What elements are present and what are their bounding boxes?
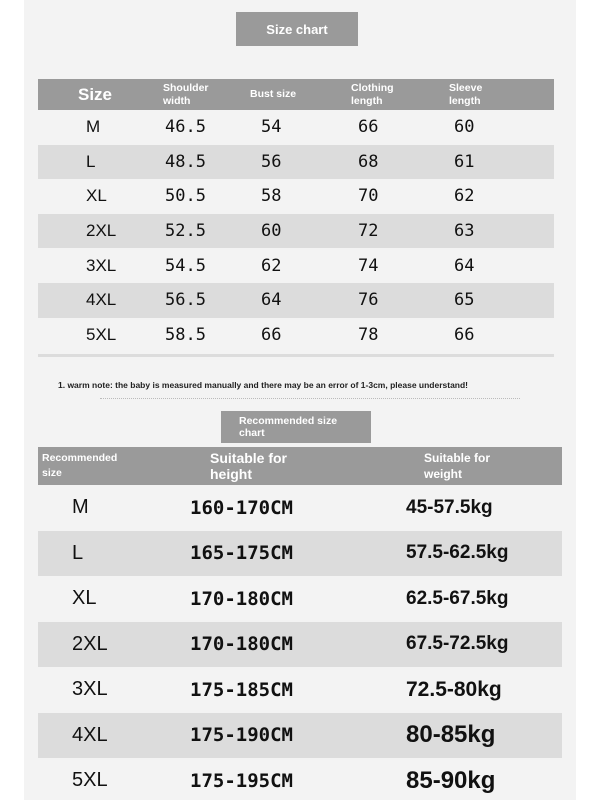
header-sleeve-length <box>449 79 482 110</box>
header-length-line2: length <box>351 94 383 107</box>
header-shoulder-width <box>163 79 209 110</box>
cell-shoulder: 56.5 <box>165 290 206 311</box>
cell-shoulder: 48.5 <box>165 151 206 172</box>
cell-size: 5XL <box>72 769 108 792</box>
cell-length: 72 <box>358 221 379 242</box>
header-weight-line1: Suitable for <box>424 451 491 465</box>
cell-sleeve: 63 <box>454 221 475 242</box>
table-row <box>38 248 554 283</box>
table-row <box>38 179 554 214</box>
table-row <box>38 283 554 318</box>
table-row <box>38 667 562 713</box>
cell-sleeve: 66 <box>454 324 475 345</box>
cell-weight: 67.5-72.5kg <box>406 633 509 655</box>
header-recommended-size <box>42 447 117 485</box>
cell-shoulder: 54.5 <box>165 255 206 276</box>
cell-weight: 57.5-62.5kg <box>406 542 509 564</box>
cell-weight: 85-90kg <box>406 766 496 794</box>
cell-height: 170-180CM <box>190 587 293 610</box>
table-row <box>38 145 554 180</box>
header-sleeve-line1: Sleeve <box>449 81 483 94</box>
header-suitable-height <box>210 447 287 485</box>
cell-size: 2XL <box>72 632 108 655</box>
header-height-line1: Suitable for <box>210 450 288 466</box>
header-rec-size-line2: size <box>42 467 62 479</box>
cell-shoulder: 52.5 <box>165 221 206 242</box>
cell-height: 160-170CM <box>190 496 293 519</box>
cell-height: 170-180CM <box>190 633 293 656</box>
header-size: Size <box>78 85 113 104</box>
cell-size: XL <box>72 587 97 610</box>
cell-shoulder: 58.5 <box>165 324 206 345</box>
warm-note: 1. warm note: the baby is measured manually and there may be an error of 1-3cm, please understand! <box>58 380 469 390</box>
cell-bust: 56 <box>261 151 282 172</box>
cell-weight: 80-85kg <box>406 721 496 749</box>
cell-height: 175-190CM <box>190 724 293 747</box>
size-chart-title-text: Size chart <box>266 21 328 37</box>
cell-length: 76 <box>358 290 379 311</box>
recommended-chart-title <box>221 411 371 443</box>
table-row <box>38 758 562 804</box>
header-height-line2: height <box>210 466 252 482</box>
header-suitable-weight <box>424 447 490 485</box>
recommended-table-body <box>38 485 562 804</box>
cell-bust: 64 <box>261 290 282 311</box>
cell-bust: 66 <box>261 324 282 345</box>
cell-length: 70 <box>358 186 379 207</box>
cell-weight: 45-57.5kg <box>406 496 493 518</box>
header-length-line1: Clothing <box>351 81 394 94</box>
cell-height: 175-195CM <box>190 769 293 792</box>
recommended-title-line1: Recommended size <box>239 415 338 427</box>
header-sleeve-line2: length <box>449 94 481 107</box>
table-row <box>38 531 562 577</box>
cell-bust: 60 <box>261 221 282 242</box>
cell-size: XL <box>86 186 107 206</box>
cell-bust: 54 <box>261 117 282 138</box>
recommended-table-header <box>38 447 562 485</box>
cell-weight: 62.5-67.5kg <box>406 587 509 609</box>
table-row <box>38 622 562 668</box>
cell-sleeve: 62 <box>454 186 475 207</box>
cell-sleeve: 64 <box>454 255 475 276</box>
table-row <box>38 214 554 249</box>
table-row <box>38 713 562 759</box>
header-rec-size-line1: Recommended <box>42 452 118 464</box>
cell-bust: 58 <box>261 186 282 207</box>
cell-shoulder: 46.5 <box>165 117 206 138</box>
cell-size: 5XL <box>86 324 117 344</box>
size-table-header <box>38 79 554 110</box>
cell-size: L <box>86 151 96 171</box>
note-divider <box>100 398 520 399</box>
cell-sleeve: 65 <box>454 290 475 311</box>
header-shoulder-line1: Shoulder <box>163 81 209 94</box>
size-table-divider <box>38 354 554 357</box>
cell-size: M <box>72 496 89 519</box>
header-bust-size: Bust size <box>250 88 297 100</box>
header-weight-line2: weight <box>424 467 462 481</box>
cell-size: 4XL <box>86 290 117 310</box>
cell-size: 4XL <box>72 723 108 746</box>
cell-size: M <box>86 117 101 137</box>
cell-height: 175-185CM <box>190 678 293 701</box>
header-shoulder-line2: width <box>163 94 191 107</box>
cell-sleeve: 61 <box>454 151 475 172</box>
recommended-table <box>38 447 562 804</box>
size-table-body <box>38 110 554 352</box>
cell-size: 3XL <box>86 255 117 275</box>
cell-weight: 72.5-80kg <box>406 677 502 701</box>
cell-length: 66 <box>358 117 379 138</box>
cell-length: 74 <box>358 255 379 276</box>
cell-size: 2XL <box>86 221 117 241</box>
cell-size: 3XL <box>72 678 108 701</box>
size-table <box>38 79 554 357</box>
cell-bust: 62 <box>261 255 282 276</box>
header-clothing-length <box>351 79 394 110</box>
cell-size: L <box>72 541 84 564</box>
cell-length: 78 <box>358 324 379 345</box>
table-row <box>38 110 554 145</box>
size-chart-title <box>236 12 358 46</box>
table-row <box>38 485 562 531</box>
cell-sleeve: 60 <box>454 117 475 138</box>
table-row <box>38 318 554 353</box>
recommended-title-line2: chart <box>239 427 265 439</box>
cell-length: 68 <box>358 151 379 172</box>
table-row <box>38 576 562 622</box>
cell-shoulder: 50.5 <box>165 186 206 207</box>
cell-height: 165-175CM <box>190 542 293 565</box>
